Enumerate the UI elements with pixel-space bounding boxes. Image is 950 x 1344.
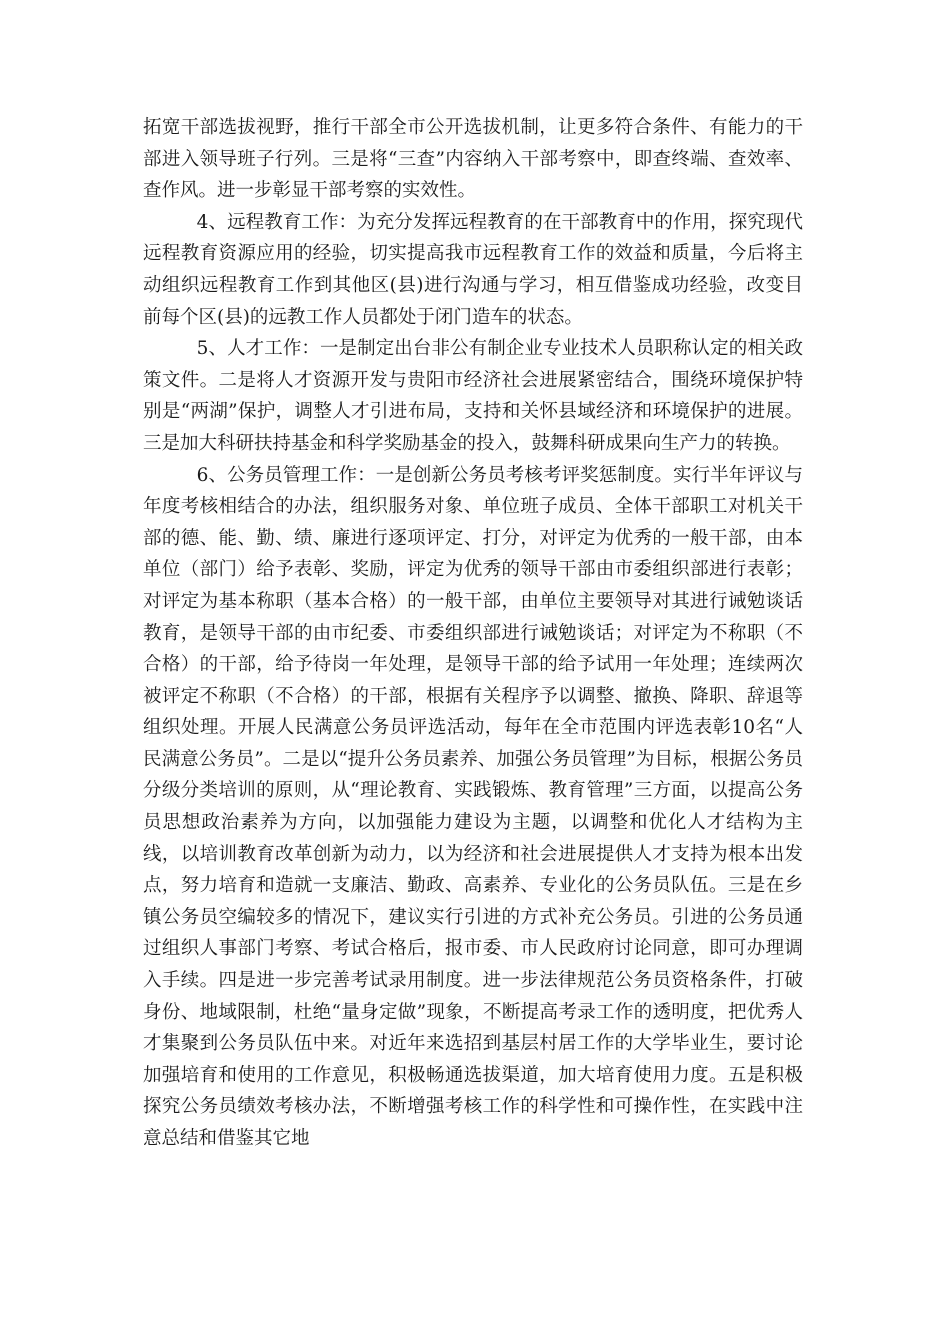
paragraph-talent-work: 5、人才工作：一是制定出台非公有制企业专业技术人员职称认定的相关政策文件。二是将人才资源开发与贵阳市经济社会进展紧密结合，围绕环境保护特别是“两湖”保护，调整人才引进布局，支持和关怀县域经济和环境保护的进展。三是加大科研扶持基金和科学奖励基金的投入，鼓舞科研成果向生产力的转换。 [143, 338, 803, 454]
document-body [143, 112, 803, 1155]
paragraph-continuation: 拓宽干部选拔视野，推行干部全市公开选拔机制，让更多符合条件、有能力的干部进入领导班子行列。三是将“三查”内容纳入干部考察中，即查终端、查效率、查作风。进一步彰显干部考察的实效性。 [143, 117, 803, 202]
paragraph-civil-servant-management: 6、公务员管理工作：一是创新公务员考核考评奖惩制度。实行半年评议与年度考核相结合的办法，组织服务对象、单位班子成员、全体干部职工对机关干部的德、能、勤、绩、廉进行逐项评定、打分，对评定为优秀的一般干部，由本单位（部门）给予表彰、奖励，评定为优秀的领导干部由市委组织部进行表彰；对评定为基本称职（基本合格）的一般干部，由单位主要领导对其进行诫勉谈话教育，是领导干部的由市纪委、市委组织部进行诫勉谈话；对评定为不称职（不合格）的干部，给予待岗一年处理，是领导干部的给予试用一年处理；连续两次被评定不称职（不合格）的干部，根据有关程序予以调整、撤换、降职、辞退等组织处理。开展人民满意公务员评选活动，每年在全市范围内评选表彰10名“人民满意公务员”。二是以“提升公务员素养、加强公务员管理”为目标，根据公务员分级分类培训的原则，从“理论教育、实践锻炼、教育管理”三方面，以提高公务员思想政治素养为方向，以加强能力建设为主题，以调整和优化人才结构为主线，以培训教育改革创新为动力，以为经济和社会进展提供人才支持为根本出发点，努力培育和造就一支廉洁、勤政、高素养、专业化的公务员队伍。三是在乡镇公务员空编较多的情况下，建议实行引进的方式补充公务员。引进的公务员通过组织人事部门考察、考试合格后，报市委、市人民政府讨论同意，即可办理调入手续。四是进一步完善考试录用制度。进一步法律规范公务员资格条件，打破身份、地域限制，杜绝“量身定做”现象，不断提高考录工作的透明度，把优秀人才集聚到公务员队伍中来。对近年来选招到基层村居工作的大学毕业生，要讨论加强培育和使用的工作意见，积极畅通选拔渠道，加大培育使用力度。五是积极探究公务员绩效考核办法，不断增强考核工作的科学性和可操作性，在实践中注意总结和借鉴其它地 [143, 464, 803, 1149]
paragraph-remote-education: 4、远程教育工作：为充分发挥远程教育的在干部教育中的作用，探究现代远程教育资源应用的经验，切实提高我市远程教育工作的效益和质量，今后将主动组织远程教育工作到其他区(县)进行沟通与学习，相互借鉴成功经验，改变目前每个区(县)的远教工作人员都处于闭门造车的状态。 [143, 211, 803, 328]
